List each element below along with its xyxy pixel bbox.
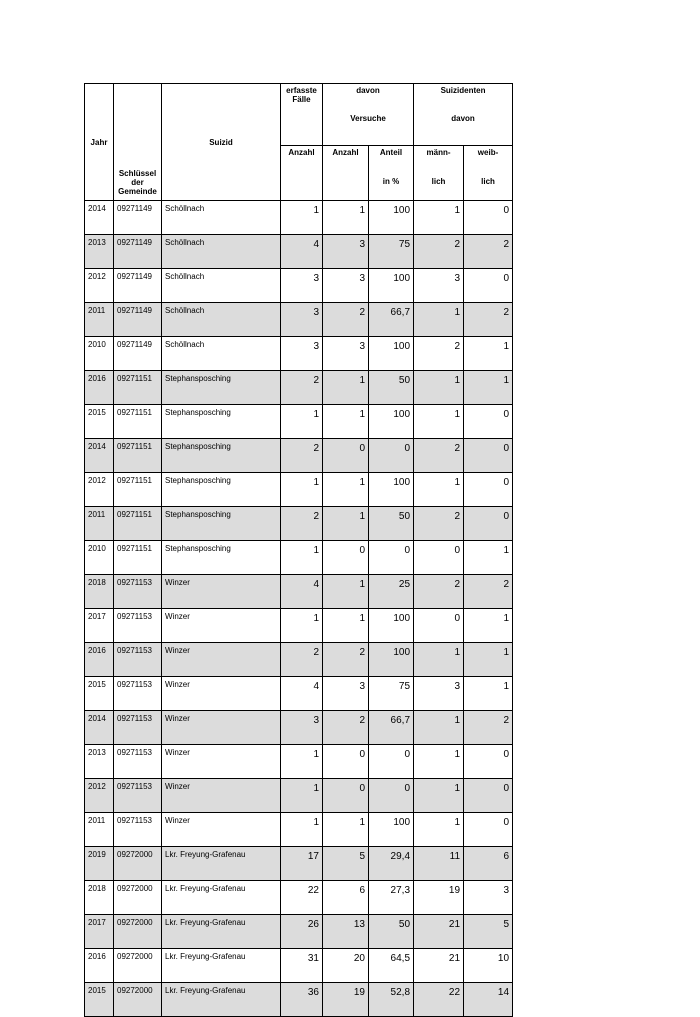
cell-versuche-anzahl: 5 [323, 847, 369, 881]
cell-gemeinde: Lkr. Freyung-Grafenau [162, 847, 281, 881]
header-anteil: Anteil in % [369, 146, 414, 201]
cell-gemeinde: Stephansposching [162, 371, 281, 405]
cell-jahr: 2016 [85, 643, 114, 677]
cell-maennlich: 19 [414, 881, 464, 915]
cell-weiblich: 0 [464, 201, 513, 235]
table-row [85, 711, 513, 745]
cell-maennlich: 11 [414, 847, 464, 881]
cell-schluessel: 09272000 [114, 949, 162, 983]
cell-weiblich: 1 [464, 371, 513, 405]
cell-versuche-anteil: 100 [369, 813, 414, 847]
cell-gemeinde: Stephansposching [162, 473, 281, 507]
cell-gemeinde: Stephansposching [162, 507, 281, 541]
cell-versuche-anzahl: 1 [323, 201, 369, 235]
cell-schluessel: 09272000 [114, 915, 162, 949]
cell-jahr: 2015 [85, 405, 114, 439]
cell-maennlich: 0 [414, 541, 464, 575]
cell-erfasste-faelle: 4 [281, 677, 323, 711]
cell-gemeinde: Schöllnach [162, 303, 281, 337]
cell-schluessel: 09271153 [114, 711, 162, 745]
cell-schluessel: 09272000 [114, 847, 162, 881]
cell-versuche-anzahl: 1 [323, 405, 369, 439]
cell-versuche-anzahl: 0 [323, 779, 369, 813]
cell-weiblich: 0 [464, 473, 513, 507]
cell-gemeinde: Winzer [162, 609, 281, 643]
cell-weiblich: 0 [464, 507, 513, 541]
cell-versuche-anzahl: 1 [323, 507, 369, 541]
cell-schluessel: 09271153 [114, 575, 162, 609]
cell-versuche-anzahl: 3 [323, 677, 369, 711]
table-row [85, 609, 513, 643]
cell-erfasste-faelle: 1 [281, 405, 323, 439]
header-anzahl-versuche: Anzahl [323, 146, 369, 201]
cell-maennlich: 2 [414, 507, 464, 541]
cell-versuche-anteil: 50 [369, 371, 414, 405]
table-row [85, 439, 513, 473]
cell-jahr: 2013 [85, 745, 114, 779]
cell-weiblich: 0 [464, 745, 513, 779]
table-row [85, 235, 513, 269]
cell-gemeinde: Winzer [162, 745, 281, 779]
cell-weiblich: 2 [464, 303, 513, 337]
cell-maennlich: 2 [414, 337, 464, 371]
cell-versuche-anteil: 0 [369, 779, 414, 813]
cell-schluessel: 09271153 [114, 813, 162, 847]
cell-erfasste-faelle: 1 [281, 201, 323, 235]
cell-maennlich: 1 [414, 371, 464, 405]
cell-versuche-anteil: 0 [369, 541, 414, 575]
cell-versuche-anteil: 27,3 [369, 881, 414, 915]
cell-versuche-anteil: 0 [369, 745, 414, 779]
cell-jahr: 2018 [85, 575, 114, 609]
cell-versuche-anzahl: 0 [323, 439, 369, 473]
cell-jahr: 2016 [85, 949, 114, 983]
cell-versuche-anteil: 66,7 [369, 711, 414, 745]
cell-gemeinde: Lkr. Freyung-Grafenau [162, 915, 281, 949]
cell-jahr: 2016 [85, 371, 114, 405]
table-row [85, 881, 513, 915]
cell-versuche-anzahl: 6 [323, 881, 369, 915]
cell-erfasste-faelle: 22 [281, 881, 323, 915]
cell-erfasste-faelle: 26 [281, 915, 323, 949]
cell-weiblich: 10 [464, 949, 513, 983]
cell-gemeinde: Winzer [162, 779, 281, 813]
cell-gemeinde: Winzer [162, 575, 281, 609]
cell-weiblich: 1 [464, 337, 513, 371]
table-row [85, 915, 513, 949]
cell-jahr: 2019 [85, 847, 114, 881]
cell-maennlich: 2 [414, 575, 464, 609]
cell-maennlich: 1 [414, 813, 464, 847]
cell-gemeinde: Schöllnach [162, 337, 281, 371]
cell-jahr: 2015 [85, 983, 114, 1017]
cell-gemeinde: Stephansposching [162, 439, 281, 473]
cell-schluessel: 09271151 [114, 405, 162, 439]
cell-erfasste-faelle: 1 [281, 473, 323, 507]
cell-versuche-anteil: 25 [369, 575, 414, 609]
cell-versuche-anteil: 100 [369, 643, 414, 677]
table-row [85, 201, 513, 235]
table-row [85, 405, 513, 439]
cell-versuche-anzahl: 1 [323, 813, 369, 847]
cell-gemeinde: Schöllnach [162, 201, 281, 235]
cell-jahr: 2017 [85, 609, 114, 643]
cell-schluessel: 09271149 [114, 303, 162, 337]
cell-jahr: 2012 [85, 473, 114, 507]
cell-versuche-anzahl: 0 [323, 745, 369, 779]
cell-weiblich: 1 [464, 541, 513, 575]
cell-versuche-anteil: 52,8 [369, 983, 414, 1017]
cell-versuche-anzahl: 1 [323, 575, 369, 609]
cell-maennlich: 2 [414, 235, 464, 269]
cell-gemeinde: Winzer [162, 711, 281, 745]
cell-weiblich: 3 [464, 881, 513, 915]
table-row [85, 575, 513, 609]
cell-maennlich: 1 [414, 745, 464, 779]
header-jahr: Jahr [85, 84, 114, 201]
cell-jahr: 2010 [85, 541, 114, 575]
cell-versuche-anzahl: 1 [323, 473, 369, 507]
cell-weiblich: 1 [464, 609, 513, 643]
cell-schluessel: 09271149 [114, 201, 162, 235]
cell-versuche-anzahl: 3 [323, 337, 369, 371]
cell-erfasste-faelle: 31 [281, 949, 323, 983]
cell-maennlich: 1 [414, 473, 464, 507]
cell-gemeinde: Schöllnach [162, 235, 281, 269]
cell-schluessel: 09271153 [114, 779, 162, 813]
table-row [85, 949, 513, 983]
cell-gemeinde: Schöllnach [162, 269, 281, 303]
table-row [85, 507, 513, 541]
cell-versuche-anteil: 100 [369, 405, 414, 439]
cell-weiblich: 0 [464, 813, 513, 847]
cell-maennlich: 1 [414, 405, 464, 439]
cell-versuche-anteil: 100 [369, 609, 414, 643]
cell-erfasste-faelle: 3 [281, 269, 323, 303]
cell-jahr: 2011 [85, 507, 114, 541]
cell-versuche-anteil: 75 [369, 235, 414, 269]
cell-jahr: 2014 [85, 201, 114, 235]
cell-maennlich: 0 [414, 609, 464, 643]
cell-weiblich: 0 [464, 439, 513, 473]
cell-erfasste-faelle: 36 [281, 983, 323, 1017]
table-row [85, 371, 513, 405]
cell-jahr: 2017 [85, 915, 114, 949]
table-row [85, 847, 513, 881]
cell-versuche-anteil: 100 [369, 269, 414, 303]
cell-weiblich: 5 [464, 915, 513, 949]
cell-schluessel: 09271151 [114, 541, 162, 575]
header-anzahl-faelle: Anzahl [281, 146, 323, 201]
cell-maennlich: 21 [414, 915, 464, 949]
cell-weiblich: 2 [464, 711, 513, 745]
cell-schluessel: 09271153 [114, 677, 162, 711]
cell-maennlich: 3 [414, 269, 464, 303]
cell-erfasste-faelle: 1 [281, 745, 323, 779]
cell-versuche-anteil: 66,7 [369, 303, 414, 337]
cell-erfasste-faelle: 4 [281, 575, 323, 609]
cell-schluessel: 09271153 [114, 745, 162, 779]
cell-gemeinde: Stephansposching [162, 541, 281, 575]
cell-maennlich: 21 [414, 949, 464, 983]
cell-erfasste-faelle: 3 [281, 711, 323, 745]
cell-maennlich: 22 [414, 983, 464, 1017]
table-row [85, 643, 513, 677]
cell-erfasste-faelle: 2 [281, 371, 323, 405]
cell-versuche-anzahl: 2 [323, 643, 369, 677]
cell-weiblich: 1 [464, 643, 513, 677]
cell-versuche-anteil: 50 [369, 915, 414, 949]
cell-gemeinde: Lkr. Freyung-Grafenau [162, 881, 281, 915]
table-row [85, 541, 513, 575]
cell-versuche-anteil: 75 [369, 677, 414, 711]
table-row [85, 779, 513, 813]
header-davon-versuche: davon Versuche [323, 84, 414, 146]
cell-erfasste-faelle: 1 [281, 609, 323, 643]
cell-schluessel: 09271149 [114, 235, 162, 269]
cell-jahr: 2011 [85, 303, 114, 337]
cell-versuche-anzahl: 3 [323, 269, 369, 303]
cell-versuche-anteil: 100 [369, 201, 414, 235]
cell-erfasste-faelle: 1 [281, 541, 323, 575]
header-suizid: Suizid [162, 84, 281, 201]
cell-jahr: 2014 [85, 439, 114, 473]
cell-jahr: 2014 [85, 711, 114, 745]
cell-versuche-anzahl: 20 [323, 949, 369, 983]
cell-erfasste-faelle: 1 [281, 813, 323, 847]
cell-erfasste-faelle: 3 [281, 337, 323, 371]
cell-versuche-anzahl: 2 [323, 303, 369, 337]
cell-schluessel: 09271153 [114, 643, 162, 677]
cell-versuche-anteil: 0 [369, 439, 414, 473]
cell-erfasste-faelle: 3 [281, 303, 323, 337]
cell-maennlich: 1 [414, 303, 464, 337]
cell-weiblich: 0 [464, 405, 513, 439]
header-weiblich: weib- lich [464, 146, 513, 201]
cell-versuche-anteil: 100 [369, 337, 414, 371]
table-row [85, 677, 513, 711]
table-body [85, 201, 513, 1017]
cell-maennlich: 2 [414, 439, 464, 473]
cell-versuche-anzahl: 0 [323, 541, 369, 575]
cell-schluessel: 09271151 [114, 507, 162, 541]
cell-weiblich: 2 [464, 235, 513, 269]
cell-weiblich: 0 [464, 269, 513, 303]
cell-maennlich: 1 [414, 779, 464, 813]
table-row [85, 473, 513, 507]
header-maennlich: männ- lich [414, 146, 464, 201]
cell-schluessel: 09271153 [114, 609, 162, 643]
cell-erfasste-faelle: 4 [281, 235, 323, 269]
cell-gemeinde: Lkr. Freyung-Grafenau [162, 949, 281, 983]
cell-schluessel: 09271149 [114, 337, 162, 371]
cell-erfasste-faelle: 2 [281, 643, 323, 677]
cell-weiblich: 6 [464, 847, 513, 881]
suicide-statistics-table [84, 83, 513, 1017]
cell-erfasste-faelle: 2 [281, 439, 323, 473]
cell-versuche-anteil: 64,5 [369, 949, 414, 983]
table-row [85, 303, 513, 337]
cell-weiblich: 2 [464, 575, 513, 609]
header-suizidenten: Suizidenten davon [414, 84, 513, 146]
cell-schluessel: 09271151 [114, 371, 162, 405]
cell-maennlich: 1 [414, 643, 464, 677]
table-row [85, 337, 513, 371]
cell-weiblich: 1 [464, 677, 513, 711]
table-row [85, 269, 513, 303]
cell-schluessel: 09271149 [114, 269, 162, 303]
cell-versuche-anzahl: 3 [323, 235, 369, 269]
cell-gemeinde: Winzer [162, 677, 281, 711]
table-row [85, 813, 513, 847]
cell-schluessel: 09271151 [114, 473, 162, 507]
cell-weiblich: 14 [464, 983, 513, 1017]
cell-weiblich: 0 [464, 779, 513, 813]
cell-schluessel: 09272000 [114, 881, 162, 915]
cell-gemeinde: Winzer [162, 643, 281, 677]
header-schluessel: Schlüssel der Gemeinde [114, 84, 162, 201]
cell-jahr: 2012 [85, 269, 114, 303]
cell-maennlich: 1 [414, 201, 464, 235]
cell-erfasste-faelle: 17 [281, 847, 323, 881]
cell-gemeinde: Stephansposching [162, 405, 281, 439]
cell-jahr: 2012 [85, 779, 114, 813]
cell-jahr: 2013 [85, 235, 114, 269]
table-row [85, 983, 513, 1017]
cell-maennlich: 1 [414, 711, 464, 745]
cell-versuche-anzahl: 1 [323, 609, 369, 643]
cell-jahr: 2010 [85, 337, 114, 371]
cell-erfasste-faelle: 1 [281, 779, 323, 813]
cell-jahr: 2015 [85, 677, 114, 711]
cell-maennlich: 3 [414, 677, 464, 711]
cell-versuche-anteil: 100 [369, 473, 414, 507]
cell-jahr: 2011 [85, 813, 114, 847]
cell-versuche-anzahl: 2 [323, 711, 369, 745]
cell-erfasste-faelle: 2 [281, 507, 323, 541]
cell-jahr: 2018 [85, 881, 114, 915]
table-row [85, 745, 513, 779]
cell-versuche-anteil: 29,4 [369, 847, 414, 881]
cell-gemeinde: Winzer [162, 813, 281, 847]
cell-versuche-anzahl: 13 [323, 915, 369, 949]
cell-schluessel: 09271151 [114, 439, 162, 473]
cell-versuche-anteil: 50 [369, 507, 414, 541]
cell-schluessel: 09272000 [114, 983, 162, 1017]
cell-gemeinde: Lkr. Freyung-Grafenau [162, 983, 281, 1017]
cell-versuche-anzahl: 1 [323, 371, 369, 405]
header-erfasste-faelle: erfasste Fälle [281, 84, 323, 146]
cell-versuche-anzahl: 19 [323, 983, 369, 1017]
